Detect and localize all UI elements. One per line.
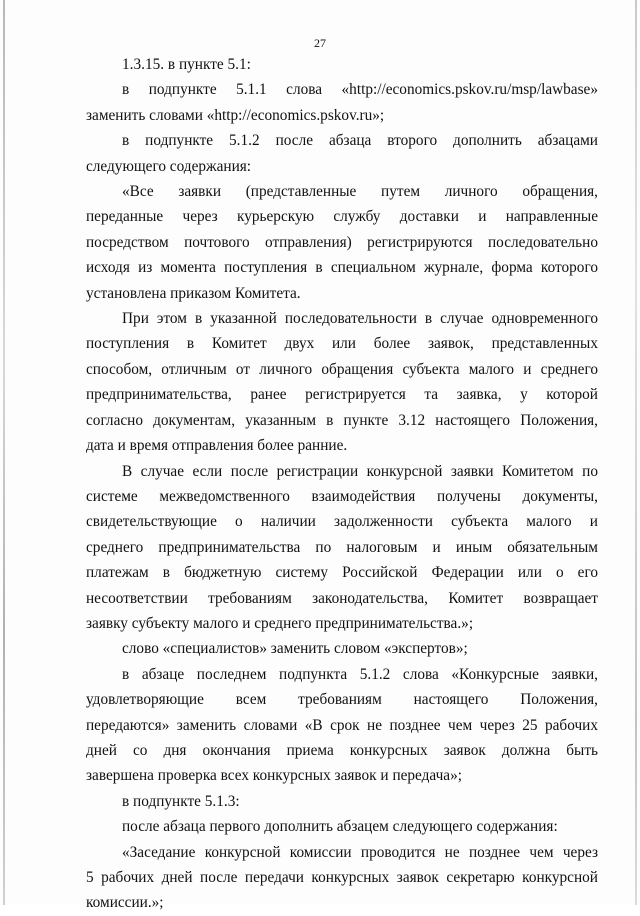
scan-edge-left	[3, 0, 5, 905]
text-line: исходя из момента поступления в специальном журнале, форма которого	[86, 259, 598, 277]
text-line: в подпункте 5.1.2 после абзаца второго дополнить абзацами	[122, 132, 598, 150]
text-line: несоответствии требованиям законодательства, Комитет возвращает	[86, 589, 598, 607]
paragraph	[86, 306, 598, 458]
text-line: после абзаца первого дополнить абзацем следующего содержания:	[122, 818, 558, 836]
paragraph	[86, 459, 598, 637]
text-line: согласно документам, указанным в пункте 3.12 настоящего Положения,	[86, 411, 598, 429]
text-line: системе межведомственного взаимодействия получены документы,	[86, 487, 598, 505]
text-line: в подпункте 5.1.1 слова «http://economics.pskov.ru/msp/lawbase»	[122, 81, 598, 99]
text-line: В случае если после регистрации конкурсной заявки Комитетом по	[122, 462, 598, 480]
text-line: в абзаце последнем подпункта 5.1.2 слова «Конкурсные заявки,	[122, 665, 598, 683]
text-line: посредством почтового отправления) регистрируются последовательно	[86, 233, 598, 251]
paragraph	[86, 840, 598, 916]
paragraph	[86, 128, 598, 179]
text-line: предпринимательства, ранее регистрируется та заявка, у которой	[86, 386, 598, 404]
text-line: следующего содержания:	[86, 157, 252, 175]
text-line: «Все заявки (представленные путем личного обращения,	[122, 183, 598, 201]
text-line: способом, отличным от личного обращения субъекта малого и среднего	[86, 360, 598, 378]
text-line: в подпункте 5.1.3:	[122, 792, 240, 810]
paragraph	[86, 662, 598, 789]
text-line: заменить словами «http://economics.pskov.ru»;	[86, 106, 385, 124]
text-line: установлена приказом Комитета.	[86, 284, 301, 302]
scan-edge-right	[635, 0, 637, 905]
text-line: платежам в бюджетную систему Российской Федерации или о его	[86, 564, 598, 582]
text-line: среднего предпринимательства по налоговым и иным обязательным	[86, 538, 598, 556]
page-number: 27	[314, 36, 326, 50]
paragraph	[86, 77, 598, 128]
text-line: комиссии.»;	[86, 894, 164, 912]
text-line: завершена проверка всех конкурсных заявок и передача»;	[86, 767, 462, 785]
text-line: дней со дня окончания приема конкурсных заявок должна быть	[86, 741, 598, 759]
text-line: дата и время отправления более ранние.	[86, 437, 348, 455]
text-line: передаются» заменить словами «В срок не позднее чем через 25 рабочих	[86, 716, 598, 734]
text-line: заявку субъекту малого и среднего предпринимательства.»;	[86, 614, 474, 632]
text-line: удовлетворяющие всем требованиям настоящего Положения,	[86, 691, 598, 709]
text-line: поступления в Комитет двух или более заявок, представленных	[86, 335, 598, 353]
text-line: При этом в указанной последовательности в случае одновременного	[122, 310, 598, 328]
paragraph	[86, 52, 598, 77]
paragraph	[86, 636, 598, 661]
paragraph	[86, 814, 598, 839]
text-line: 1.3.15. в пункте 5.1:	[122, 56, 251, 73]
text-line: переданные через курьерскую службу доставки и направленные	[86, 208, 598, 226]
text-line: 5 рабочих дней после передачи конкурсных заявок секретарю конкурсной	[86, 869, 598, 886]
document-body	[86, 52, 598, 916]
text-line: свидетельствующие о наличии задолженности субъекта малого и	[86, 513, 598, 531]
paragraph	[86, 789, 598, 814]
paragraph	[86, 179, 598, 306]
text-line: слово «специалистов» заменить словом «экспертов»;	[122, 640, 468, 658]
text-line: «Заседание конкурсной комиссии проводится не позднее чем через	[122, 843, 598, 861]
